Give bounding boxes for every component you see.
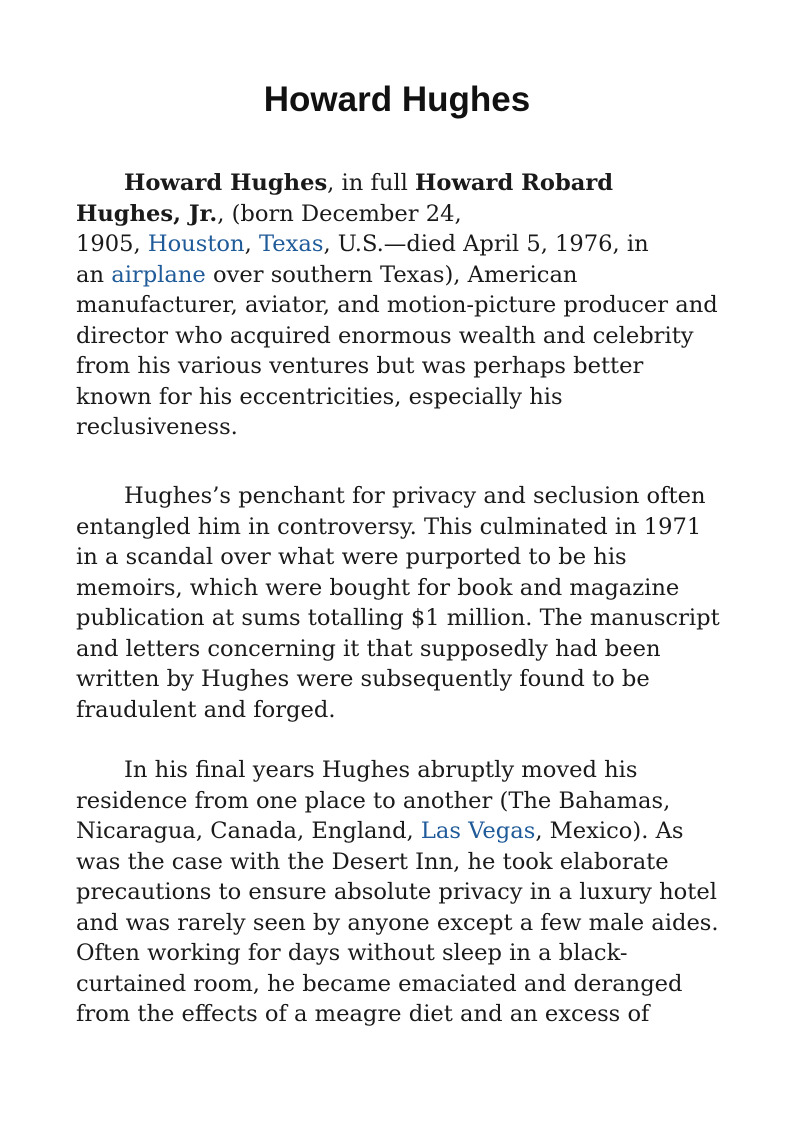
- paragraph-text: , U.S.—died April 5, 1976, in: [323, 231, 649, 257]
- subject-name: Howard Hughes: [124, 170, 328, 196]
- paragraph-text: , in full: [327, 170, 416, 196]
- link-houston[interactable]: Houston: [147, 231, 245, 257]
- page-title: Howard Hughes: [263, 80, 531, 119]
- full-name-part-1: Howard Robard: [415, 170, 614, 196]
- paragraph-text: Hughes’s penchant for privacy and seclusion often entangled him in controversy. This culminated in 1971 in a scandal over what were purported to be his memoirs, which were bought for book and magazine publication at sums totalling $1 million. The manuscript and letters concerning it that supposedly had been written by Hughes were subsequently found to be fraudulent and forged.: [76, 483, 720, 723]
- paragraph-text: an: [76, 261, 112, 288]
- paragraph-text: ,: [244, 231, 259, 257]
- link-airplane[interactable]: airplane: [111, 261, 206, 288]
- paragraph-intro: [76, 168, 721, 443]
- paragraph-text: over southern Texas), American manufacturer, aviator, and motion-picture producer and director who acquired enormous wealth and celebrity from his various ventures but was perhaps better known for his eccentricities, especially his reclusiveness.: [76, 261, 718, 440]
- link-texas[interactable]: Texas: [258, 231, 324, 257]
- paragraph-text: , Mexico). As was the case with the Desert Inn, he took elaborate precautions to ensure absolute privacy in a luxury hotel and was rarely seen by anyone except a few male aides. Often working for days without sleep in a black-curtained room, he became emaciated and deranged from the effects of a meagre diet and an excess of: [76, 818, 719, 1027]
- link-las-vegas[interactable]: Las Vegas: [420, 818, 536, 844]
- full-name-part-2: Hughes, Jr.: [76, 200, 218, 227]
- paragraph-text: 1905,: [76, 231, 148, 257]
- paragraph-privacy: [76, 481, 721, 725]
- paragraph-text: , (born December 24,: [217, 200, 462, 227]
- paragraph-text: In his final years Hughes abruptly moved his residence from one place to another (The Bahamas, Nicaragua, Canada, England,: [76, 757, 671, 844]
- paragraph-final-years: [76, 755, 721, 1030]
